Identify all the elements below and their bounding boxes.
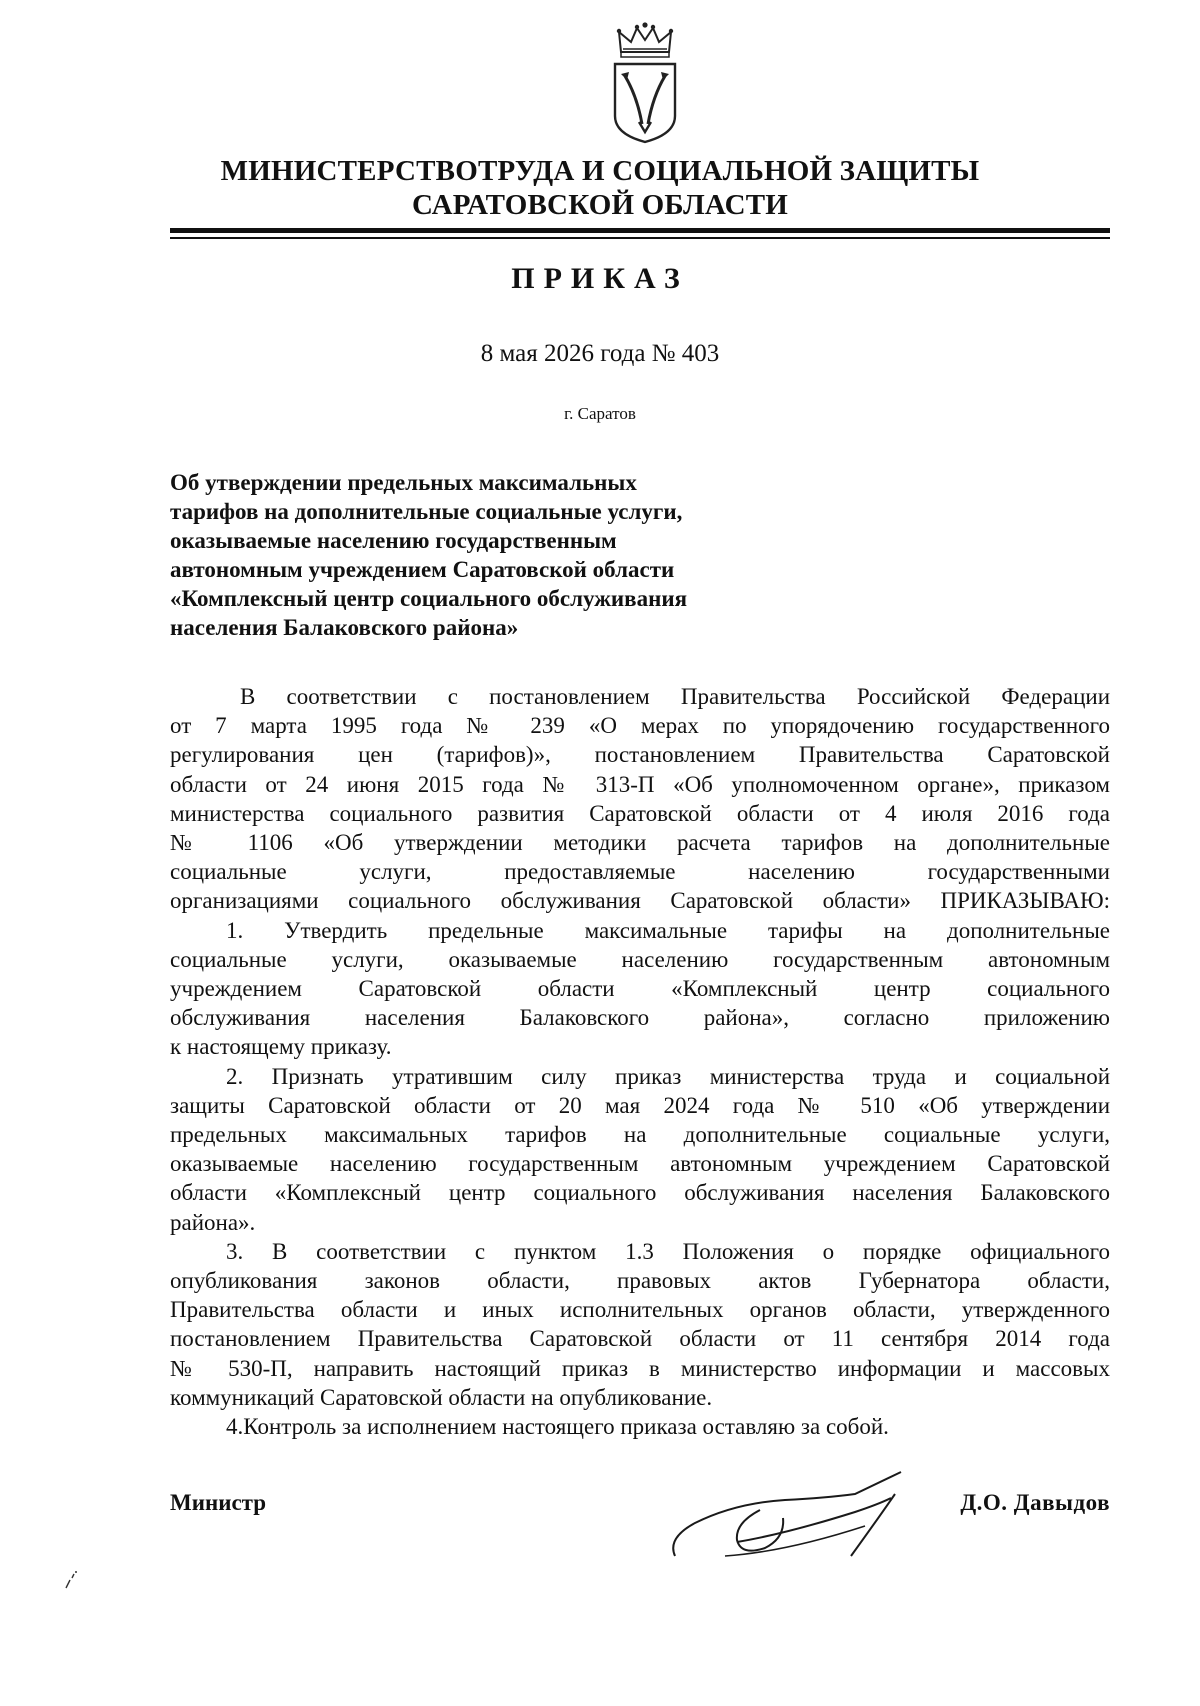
body-line: В соответствии с постановлением Правительства Российской Федерации	[240, 684, 1110, 709]
body-line: области «Комплексный центр социального обслуживания населения Балаковского	[170, 1180, 1110, 1206]
subject-line: Об утверждении предельных максимальных	[170, 470, 637, 495]
body-line: опубликования законов области, правовых актов Губернатора области,	[170, 1268, 1110, 1294]
ministry-name-line2: САРАТОВСКОЙ ОБЛАСТИ	[411, 189, 789, 221]
body-line: обслуживания населения Балаковского района», согласно приложению	[170, 1005, 1110, 1031]
item-4-paragraph	[170, 1412, 1110, 1441]
body-line: района».	[170, 1209, 256, 1235]
document-city: г. Саратов	[564, 404, 636, 423]
body-line: регулирования цен (тарифов)», постановлением Правительства Саратовской	[170, 742, 1110, 768]
body-line: 4.Контроль за исполнением настоящего приказа оставляю за собой.	[226, 1414, 889, 1440]
body-line: предельных максимальных тарифов на дополнительные социальные услуги,	[170, 1122, 1110, 1148]
body-line: министерства социального развития Саратовской области от 4 июля 2016 года	[170, 800, 1110, 826]
body-line: к настоящему приказу.	[170, 1034, 392, 1060]
subject-line: населения Балаковского района»	[170, 615, 519, 640]
subject-line: «Комплексный центр социального обслуживания	[170, 586, 688, 611]
header-divider-thick	[170, 228, 1110, 233]
saratov-coat-of-arms-icon	[607, 22, 683, 146]
body-line: от 7 марта 1995 года № 239 «О мерах по упорядочению государственного	[170, 713, 1110, 739]
subject-line: автономным учреждением Саратовской области	[170, 557, 675, 582]
body-line: № 530-П, направить настоящий приказ в министерство информации и массовых	[170, 1355, 1110, 1381]
body-line: коммуникаций Саратовской области на опубликование.	[170, 1384, 713, 1410]
body-line: социальные услуги, предоставляемые населению государственными	[170, 859, 1110, 885]
body-line: области от 24 июня 2015 года № 313-П «Об уполномоченном органе», приказом	[170, 771, 1110, 797]
signer-role: Министр	[170, 1490, 267, 1515]
header-divider-thin	[170, 237, 1110, 239]
body-line: Правительства области и иных исполнительных органов области, утвержденного	[170, 1297, 1110, 1323]
item-3-paragraph	[170, 1237, 1110, 1412]
body-line: 3. В соответствии с пунктом 1.3 Положения о порядке официального	[226, 1238, 1110, 1264]
document-subject	[170, 468, 810, 642]
body-line: организациями социального обслуживания Саратовской области» ПРИКАЗЫВАЮ:	[170, 888, 1110, 914]
document-body	[170, 682, 1110, 1441]
subject-line: тарифов на дополнительные социальные услуги,	[170, 499, 683, 524]
body-line: 1. Утвердить предельные максимальные тарифы на дополнительные	[226, 917, 1110, 943]
item-1-paragraph	[170, 916, 1110, 1062]
body-line: 2. Признать утратившим силу приказ министерства труда и социальной	[226, 1063, 1110, 1089]
body-line: защиты Саратовской области от 20 мая 2024 года № 510 «Об утверждении	[170, 1092, 1110, 1118]
body-line: учреждением Саратовской области «Комплексный центр социального	[170, 976, 1110, 1002]
handwritten-signature-icon	[665, 1468, 925, 1568]
ministry-name-line1: МИНИСТЕРСТВОТРУДА И СОЦИАЛЬНОЙ ЗАЩИТЫ	[220, 155, 980, 187]
item-2-paragraph	[170, 1062, 1110, 1237]
signer-name: Д.О. Давыдов	[960, 1490, 1110, 1515]
preamble-paragraph	[170, 682, 1110, 916]
body-line: постановлением Правительства Саратовской области от 11 сентября 2014 года	[170, 1326, 1110, 1352]
body-line: оказываемые населению государственным автономным учреждением Саратовской	[170, 1151, 1110, 1177]
body-line: социальные услуги, оказываемые населению государственным автономным	[170, 946, 1110, 972]
subject-line: оказываемые населению государственным	[170, 528, 617, 553]
document-date-number: 8 мая 2026 года № 403	[480, 340, 720, 367]
document-type-title: ПРИКАЗ	[511, 262, 689, 295]
scan-speck-icon	[62, 1568, 80, 1592]
body-line: № 1106 «Об утверждении методики расчета тарифов на дополнительные	[170, 830, 1110, 856]
